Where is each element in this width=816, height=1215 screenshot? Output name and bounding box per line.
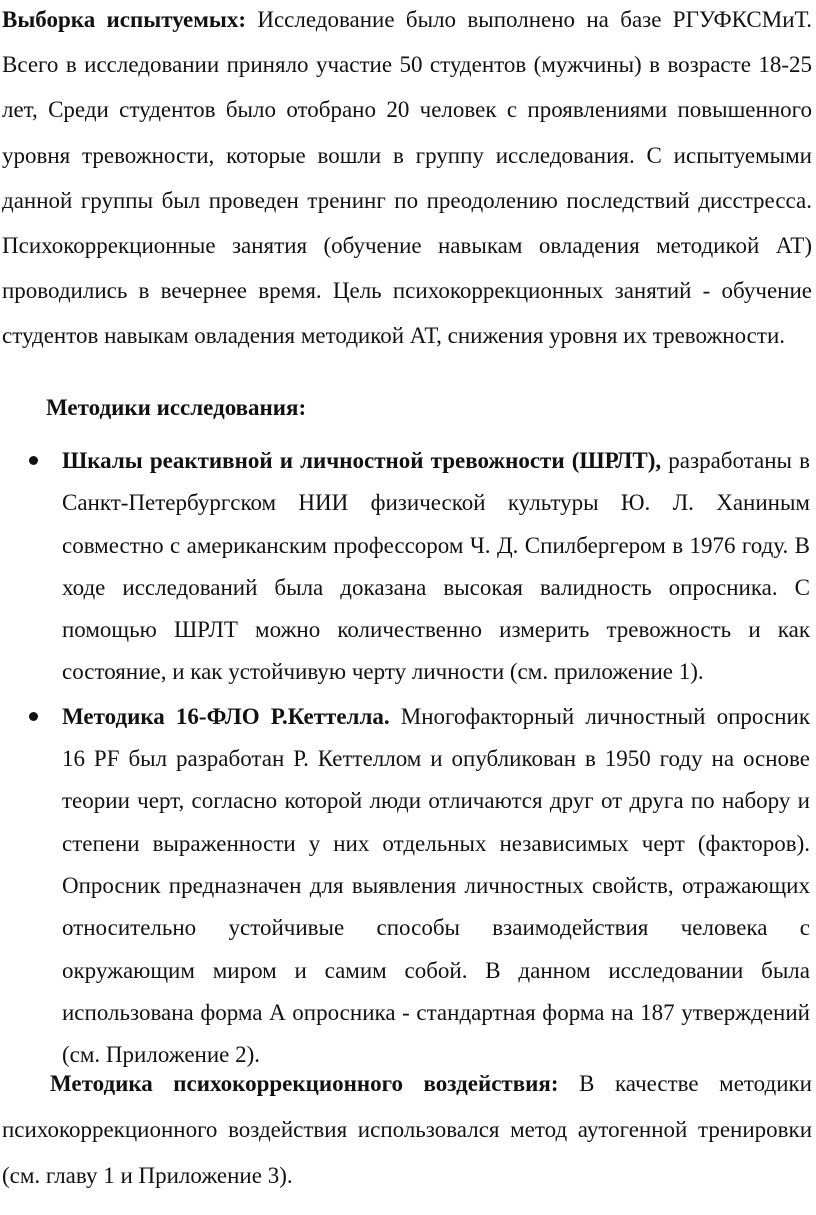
sample-paragraph — [2, 0, 812, 359]
bullet-icon — [29, 712, 38, 721]
method-item-anxiety-scales — [0, 440, 810, 694]
sample-text: Исследование было выполнено на базе РГУФКСМиТ. Всего в исследовании приняло участие 50 студентов (мужчины) в возрасте 18-25 лет, Среди студентов было отобрано 20 человек с проявлениями повышенного уровня тревожности, которые вошли в группу исследования. С испытуемыми данной группы был проведен тренинг по преодолению последствий дисстресса. Психокоррекционные занятия (обучение навыкам овладения методикой АТ) проводились в вечернее время. Цель психокоррекционных занятий - обучение студентов навыкам овладения методикой АТ, снижения уровня их тревожности. — [2, 7, 812, 349]
method-text: Многофакторный личностный опросник 16 PF был разработан Р. Кеттеллом и опубликован в 1950 году на основе теории черт, согласно которой люди отличаются друг от друга по набору и степени выраженности у них отдельных независимых черт (факторов). Опросник предназначен для выявления личностных свойств, отражающих относительно устойчивые способы взаимодействия человека с окружающим миром и самим собой. В данном исследовании была использована форма А опросника - стандартная форма на 187 утверждений (см. Приложение 2). — [62, 703, 811, 1068]
correction-text: В качестве методики психокоррекционного воздействия использовался метод аутогенной тренировки (см. главу 1 и Приложение 3). — [2, 1071, 812, 1188]
sample-lead: Выборка испытуемых: — [2, 7, 246, 32]
methods-heading: Методики исследования: — [46, 395, 307, 420]
bullet-icon — [29, 456, 38, 465]
methods-list — [0, 440, 816, 1076]
correction-paragraph — [2, 1061, 812, 1199]
method-title: Методика 16-ФЛО Р.Кеттелла. — [62, 703, 390, 729]
method-title: Шкалы реактивной и личностной тревожности (ШРЛТ), — [62, 448, 662, 473]
method-item-cattell-16pf — [0, 696, 810, 1077]
method-text: разработаны в Санкт-Петербургском НИИ физической культуры Ю. Л. Ханиным совместно с американским профессором Ч. Д. Спилбергером в 1976 году. В ходе исследований была доказана высокая валидность опросника. С помощью ШРЛТ можно количественно измерить тревожность и как состояние, и как устойчивую черту личности (см. приложение 1). — [62, 448, 810, 685]
correction-lead: Методика психокоррекционного воздействия: — [50, 1071, 559, 1096]
